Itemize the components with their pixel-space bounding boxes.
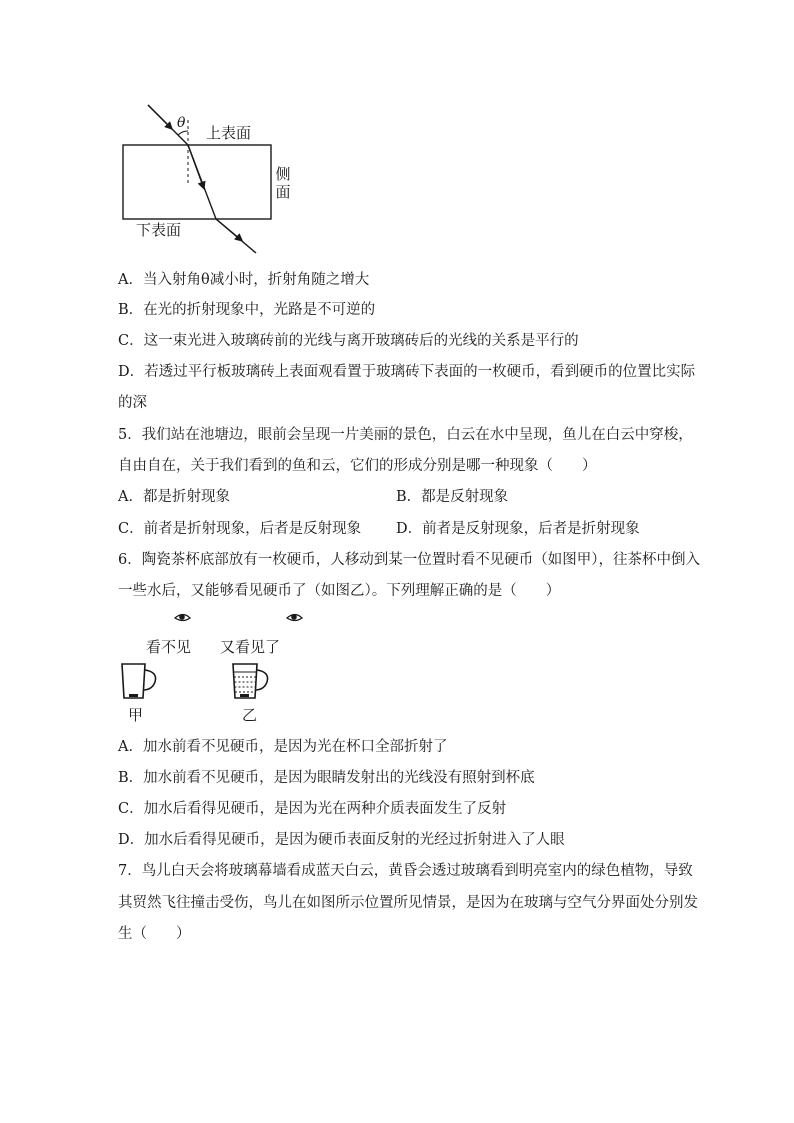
eye-icon-left	[175, 614, 190, 620]
eye-icon-right	[287, 614, 302, 620]
q5-option-c: C．前者是折射现象，后者是反射现象	[118, 521, 362, 537]
side-surface-label-2: 面	[275, 183, 291, 201]
cup-empty	[122, 664, 156, 698]
cup-figure	[110, 608, 310, 728]
q4-option-d-line2: 的深	[118, 395, 147, 411]
q6-option-c: C．加水后看得见硬币，是因为光在两种介质表面发生了反射	[118, 801, 507, 817]
glass-block	[123, 145, 271, 219]
cup-caption-right: 乙	[242, 706, 258, 724]
emergent-ray-arrow	[216, 219, 240, 239]
q6-stem-line2: 一些水后，又能够看见硬币了（如图乙）。下列理解正确的是（ ）	[118, 583, 561, 599]
q6-option-d: D．加水后看得见硬币，是因为硬币表面反射的光经过折射进入了人眼	[118, 832, 565, 848]
q7-stem-line2: 其贸然飞往撞击受伤，鸟儿在如图所示位置所见情景，是因为在玻璃与空气分界面处分别发	[118, 895, 698, 911]
q5-stem-line2: 自由自在，关于我们看到的鱼和云，它们的形成分别是哪一种现象（ ）	[118, 458, 597, 474]
q5-option-b: B．都是反射现象	[396, 489, 509, 505]
refraction-diagram	[110, 98, 300, 258]
incident-ray-arrow	[148, 105, 170, 127]
side-surface-label-1: 侧	[275, 165, 291, 183]
bottom-surface-label: 下表面	[136, 221, 182, 239]
q6-stem-line1: 6．陶瓷茶杯底部放有一枚硬币，人移动到某一位置时看不见硬币（如图甲），往茶杯中倒入	[118, 552, 700, 568]
q4-option-a: A．当入射角θ减小时，折射角随之增大	[118, 272, 370, 288]
angle-arc	[178, 131, 188, 135]
top-surface-label: 上表面	[206, 124, 252, 142]
q5-option-a: A．都是折射现象	[118, 489, 230, 505]
q4-option-d-line1: D．若透过平行板玻璃砖上表面观看置于玻璃砖下表面的一枚硬币，看到硬币的位置比实际	[118, 364, 696, 380]
cup-caption-left: 甲	[128, 706, 144, 724]
cup-with-water	[233, 664, 268, 698]
q5-option-d: D．前者是反射现象，后者是折射现象	[396, 521, 640, 537]
q6-option-b: B．加水前看不见硬币，是因为眼睛发射出的光线没有照射到杯底	[118, 770, 535, 786]
q6-option-a: A．加水前看不见硬币，是因为光在杯口全部折射了	[118, 739, 448, 755]
q4-option-b: B．在光的折射现象中，光路是不可逆的	[118, 302, 376, 318]
cup-label-right: 又看见了	[220, 638, 281, 656]
q4-option-c: C．这一束光进入玻璃砖前的光线与离开玻璃砖后的光线的关系是平行的	[118, 333, 579, 349]
q7-stem-line1: 7．鸟儿白天会将玻璃幕墙看成蓝天白云，黄昏会透过玻璃看到明亮室内的绿色植物，导致	[118, 863, 693, 879]
refracted-ray-arrow	[188, 145, 203, 186]
q5-stem-line1: 5．我们站在池塘边，眼前会呈现一片美丽的景色，白云在水中呈现，鱼儿在白云中穿梭，	[118, 427, 693, 443]
q7-stem-line3: 生（ ）	[118, 926, 191, 942]
theta-label: θ	[177, 115, 186, 131]
cup-label-left: 看不见	[146, 638, 192, 656]
